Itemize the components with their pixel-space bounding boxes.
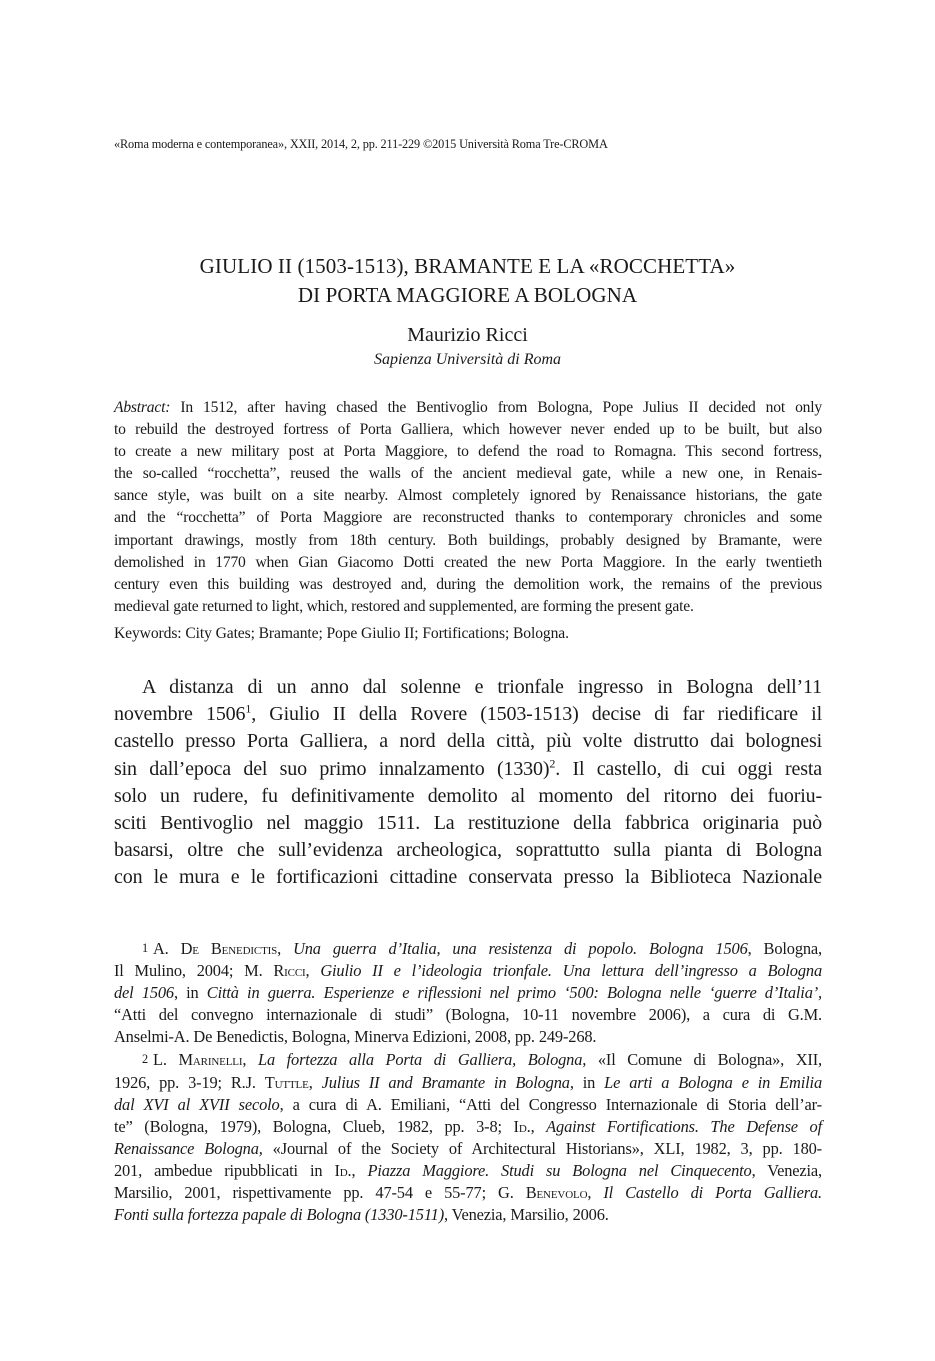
abstract-line: important drawings, mostly from 18th century. Both buildings, probably designed by Bramante, were <box>114 531 822 549</box>
footnote-line: Anselmi-A. De Benedictis, Bologna, Minerva Edizioni, 2008, pp. 249-268. <box>114 1027 597 1047</box>
footnote-1 <box>114 937 822 1048</box>
body-line: A distanza di un anno dal solenne e trionfale ingresso in Bologna dell’11 <box>142 676 822 698</box>
abstract-line: medieval gate returned to light, which, restored and supplemented, are forming the present gate. <box>114 597 694 615</box>
footnote-line: Renaissance Bologna, «Journal of the Society of Architectural Historians», XLI, 1982, 3, pp. 180- <box>114 1138 822 1158</box>
body-paragraph <box>114 674 822 892</box>
footnote-line: dal XVI al XVII secolo, a cura di A. Emiliani, “Atti del Congresso Internazionale di Storia dell’ar- <box>114 1094 822 1114</box>
footnote-line: del 1506, in Città in guerra. Esperienze e riflessioni nel primo ‘500: Bologna nelle ‘guerre d’Italia’, <box>114 983 822 1003</box>
abstract-line: century even this building was destroyed and, during the demolition work, the remains of the previous <box>114 575 822 593</box>
footnote-2 <box>114 1048 822 1226</box>
footnote-line: 1926, pp. 3-19; R.J. Tuttle, Julius II and Bramante in Bologna, in Le arti a Bologna e in Emilia <box>114 1072 822 1092</box>
footnote-number: 2 <box>142 1052 148 1067</box>
footnote-ref-2[interactable]: 2 <box>549 755 556 770</box>
keywords: Keywords: City Gates; Bramante; Pope Giulio II; Fortifications; Bologna. <box>114 624 569 642</box>
body-line: novembre 1506$^1$, Giulio II della Rovere (1503-1513) decise di far riedificare il <box>114 701 822 726</box>
body-line: solo un rudere, fu definitivamente demolito al momento del ritorno dei fuoriu- <box>114 784 822 807</box>
footnote-number: 1 <box>142 941 148 955</box>
footnote-line: 2 L. Marinelli, La fortezza alla Porta di Galliera, Bologna, «Il Comune di Bologna», XII, <box>142 1050 822 1070</box>
body-line: basarsi, oltre che sull’evidenza archeologica, soprattutto sulla pianta di Bologna <box>114 839 822 862</box>
author-name: Maurizio Ricci <box>407 324 528 346</box>
abstract-line: to create a new military post at Porta Maggiore, to defend the road to Romagna. This second fortress, <box>114 443 822 461</box>
footnote-line: 1 A. De Benedictis, Una guerra d’Italia, una resistenza di popolo. Bologna 1506, Bologna, <box>142 939 822 958</box>
footnotes <box>114 937 822 1226</box>
footnote-line: 201, ambedue ripubblicati in Id., Piazza Maggiore. Studi su Bologna nel Cinquecento, Venezia, <box>114 1160 822 1180</box>
abstract-line: Abstract: In 1512, after having chased the Bentivoglio from Bologna, Pope Julius II decided not only <box>114 399 822 416</box>
footnote-line: Il Mulino, 2004; M. Ricci, Giulio II e l’ideologia trionfale. Una lettura dell’ingresso a Bologna <box>114 961 822 981</box>
article-header <box>100 252 835 371</box>
abstract-label: Abstract: <box>114 399 171 416</box>
body-line: castello presso Porta Galliera, a nord della città, più volte distrutto dai bolognesi <box>114 730 822 753</box>
abstract-line: the so-called “rocchetta”, reused the walls of the ancient medieval gate, while a new one, in Renais- <box>114 465 822 483</box>
article-title-line-1: GIULIO II (1503-1513), BRAMANTE E LA «ROCCHETTA» <box>199 254 736 278</box>
abstract-line: sance style, was built on a site nearby. Almost completely ignored by Renaissance historians, the gate <box>114 487 822 505</box>
body-line: sin dall’epoca del suo primo innalzamento $(1330)^2$. Il castello, di cui oggi resta <box>114 755 822 780</box>
abstract-line: to rebuild the destroyed fortress of Porta Galliera, which however never ended up to be built, but also <box>114 421 822 439</box>
abstract-line: demolished in 1770 when Gian Giacomo Dotti created the new Porta Maggiore. In the early twentieth <box>114 553 822 571</box>
footnote-ref-1[interactable]: 1 <box>245 701 252 716</box>
abstract-line: and the “rocchetta” of Porta Maggiore are reconstructed thanks to contemporary chronicles and some <box>114 509 822 527</box>
body-line: con le mura e le fortificazioni cittadine conservata presso la Biblioteca Nazionale <box>114 866 822 889</box>
footnote-line: Fonti sulla fortezza papale di Bologna (1330-1511), Venezia, Marsilio, 2006. <box>114 1205 609 1225</box>
article-title-line-2: DI PORTA MAGGIORE A BOLOGNA <box>297 283 638 307</box>
author-affiliation: Sapienza Università di Roma <box>373 351 562 368</box>
footnote-line: te” (Bologna, 1979), Bologna, Clueb, 1982, pp. 3-8; Id., Against Fortifications. The Defense of <box>114 1116 822 1136</box>
footnote-line: “Atti del convegno internazionale di studi” (Bologna, 10-11 novembre 2006), a cura di G.M. <box>114 1005 822 1025</box>
body-line: sciti Bentivoglio nel maggio 1511. La restituzione della fabbrica originaria può <box>114 812 822 835</box>
running-head: «Roma moderna e contemporanea», XXII, 2014, 2, pp. 211-229 ©2015 Università Roma Tre-CROMA <box>114 137 608 151</box>
footnote-line: Marsilio, 2001, rispettivamente pp. 47-54 e 55-77; G. Benevolo, Il Castello di Porta Galliera. <box>114 1183 823 1203</box>
abstract <box>114 397 822 645</box>
